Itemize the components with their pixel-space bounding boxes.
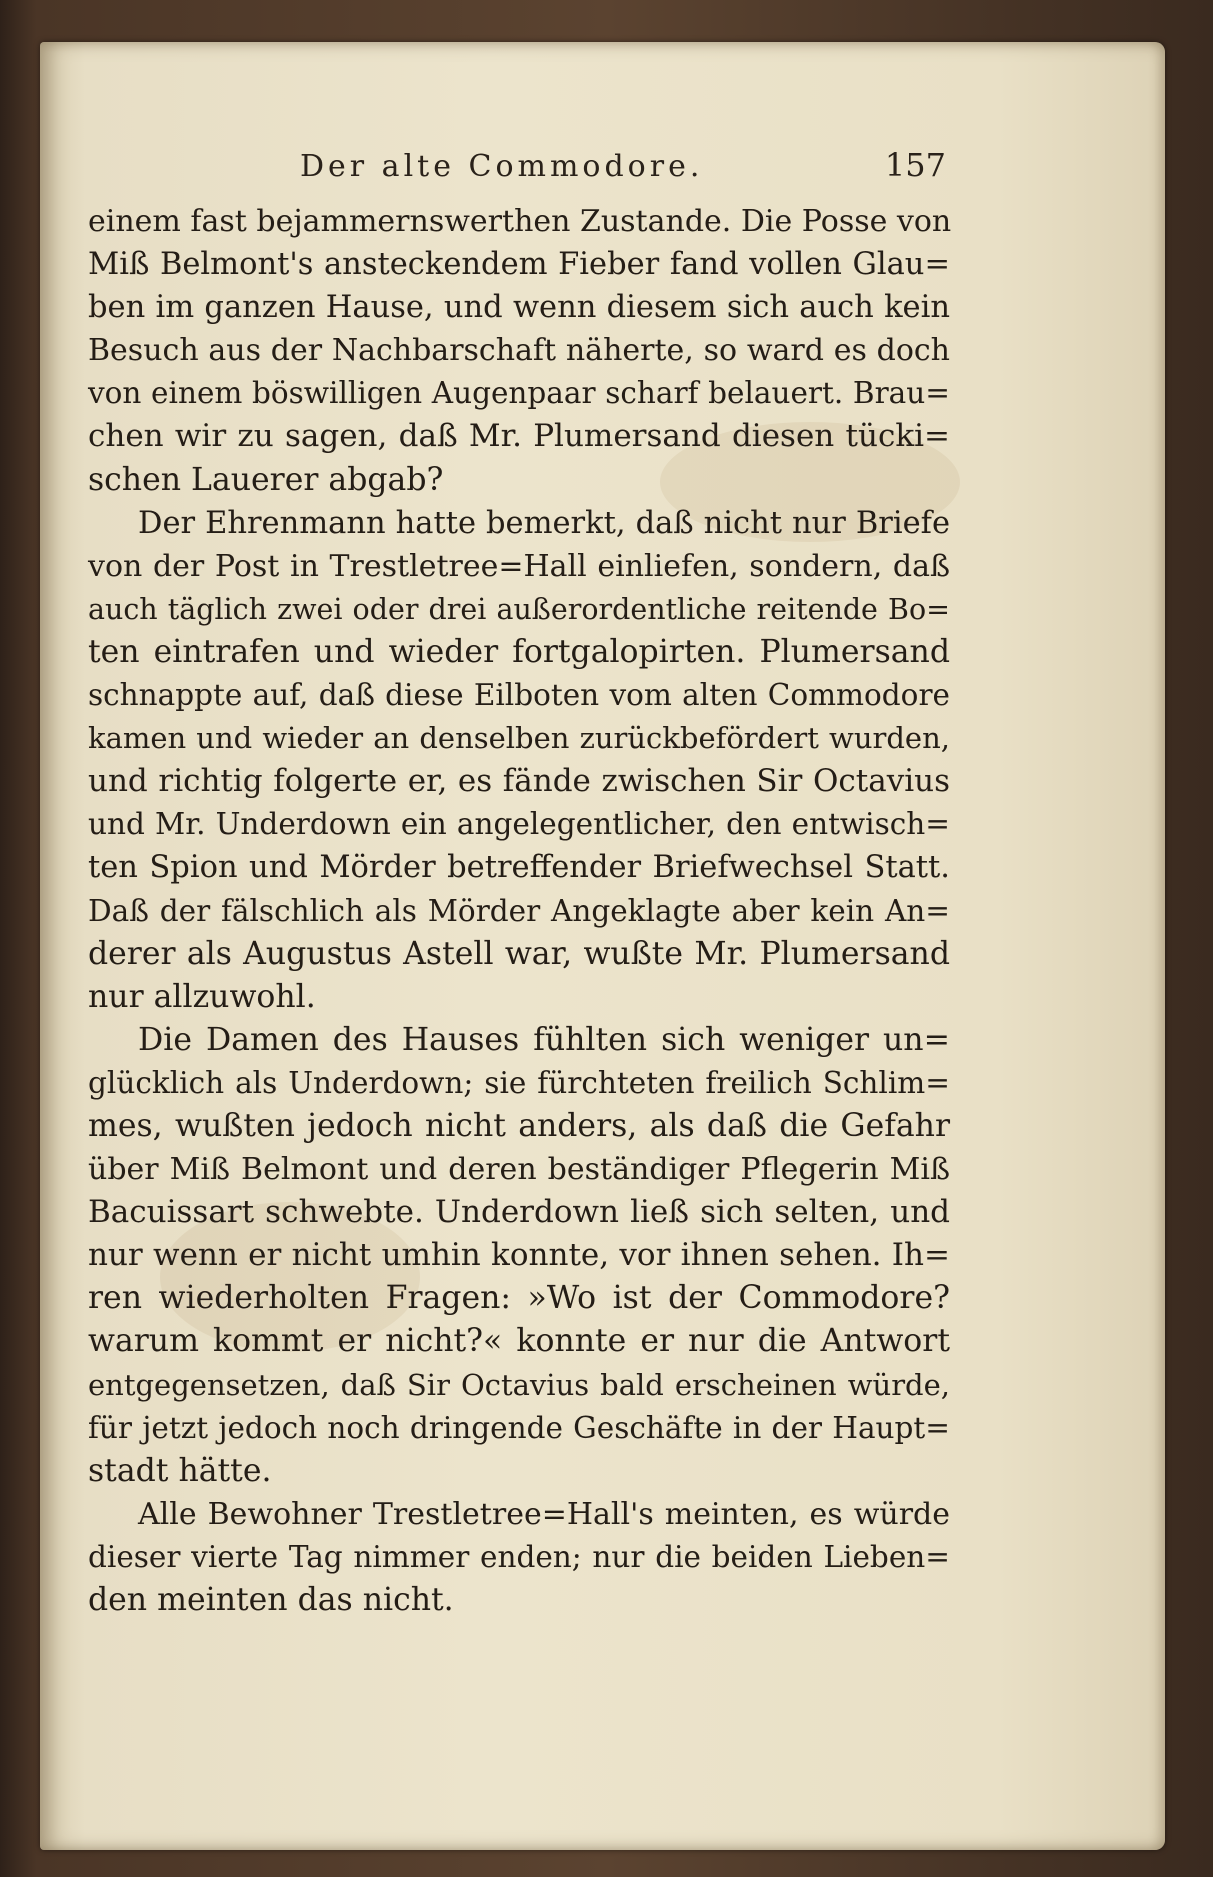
text-line: Miß Belmont's ansteckendem Fieber fand vollen Glau= <box>88 247 950 283</box>
text-line: Die Damen des Hauses fühlten sich weniger un= <box>138 1021 950 1058</box>
text-line: mes, wußten jedoch nicht anders, als daß die Gefahr <box>88 1107 950 1144</box>
paragraph-4 <box>88 1493 950 1622</box>
text-line: den meinten das nicht. <box>88 1582 454 1618</box>
running-title: Der alte Commodore. <box>300 149 704 184</box>
text-line: Alle Bewohner Trestletree=Hall's meinten, es würde <box>138 1496 950 1532</box>
text-line: stadt hätte. <box>88 1452 272 1489</box>
body-text <box>88 200 950 1622</box>
text-line: Besuch aus der Nachbarschaft näherte, so ward es doch <box>88 333 950 369</box>
text-line: glücklich als Underdown; sie fürchteten freilich Schlim= <box>88 1065 950 1100</box>
text-line: für jetzt jedoch noch dringende Geschäfte in der Haupt= <box>88 1410 950 1445</box>
page-header <box>300 146 946 184</box>
text-line: und richtig folgerte er, es fände zwischen Sir Octavius <box>88 763 950 800</box>
text-line: auch täglich zwei oder drei außerordentliche reitende Bo= <box>88 592 950 626</box>
text-line: ren wiederholten Fragen: »Wo ist der Commodore? <box>88 1280 950 1317</box>
text-line: von einem böswilligen Augenpaar scharf belauert. Brau= <box>88 376 950 411</box>
text-line: kamen und wieder an denselben zurückbefördert wurden, <box>88 721 950 756</box>
text-line: einem fast bejammernswerthen Zustande. Die Posse von <box>88 204 952 239</box>
text-line: nur wenn er nicht umhin konnte, vor ihnen sehen. Ih= <box>88 1237 950 1274</box>
paragraph-1 <box>88 200 950 502</box>
text-line: dieser vierte Tag nimmer enden; nur die beiden Lieben= <box>88 1539 950 1574</box>
text-line: warum kommt er nicht?« konnte er nur die Antwort <box>88 1323 950 1360</box>
text-line: Der Ehrenmann hatte bemerkt, daß nicht nur Briefe <box>138 505 950 541</box>
text-line: schen Lauerer abgab? <box>88 461 444 498</box>
text-line: ben im ganzen Hause, und wenn diesem sich auch kein <box>88 290 950 326</box>
text-line: Bacuissart schwebte. Underdown ließ sich selten, und <box>88 1194 950 1231</box>
text-line: Daß der fälschlich als Mörder Angeklagte aber kein An= <box>88 893 950 928</box>
text-line: und Mr. Underdown ein angelegentlicher, den entwisch= <box>88 807 950 842</box>
paragraph-3 <box>88 1019 950 1493</box>
text-line: von der Post in Trestletree=Hall einliefen, sondern, daß <box>88 548 950 584</box>
text-line: ten eintrafen und wieder fortgalopirten. Plumersand <box>88 633 950 670</box>
text-line: schnappte auf, daß diese Eilboten vom alten Commodore <box>88 678 950 713</box>
text-line: nur allzuwohl. <box>88 978 316 1015</box>
text-line: derer als Augustus Astell war, wußte Mr. Plumersand <box>88 935 950 972</box>
page-number: 157 <box>884 146 946 184</box>
text-line: chen wir zu sagen, daß Mr. Plumersand diesen tücki= <box>88 418 950 455</box>
text-line: ten Spion und Mörder betreffender Briefwechsel Statt. <box>88 850 950 886</box>
text-line: über Miß Belmont und deren beständiger Pflegerin Miß <box>88 1152 950 1188</box>
paragraph-2 <box>88 502 950 1019</box>
text-line: entgegensetzen, daß Sir Octavius bald erscheinen würde, <box>88 1367 950 1402</box>
